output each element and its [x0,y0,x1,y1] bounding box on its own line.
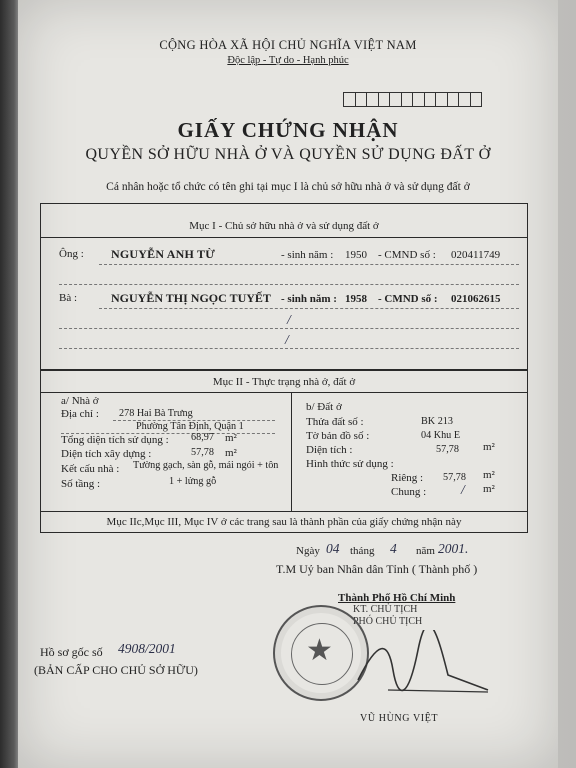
floors-label: Số tầng : [61,478,101,490]
official-seal: ★ [273,605,369,701]
build-area-value: 57,78 [191,447,214,458]
owner1-birth-label: - sinh năm : [281,249,334,261]
motto: Độc lập - Tự do - Hạnh phúc [227,55,349,66]
owner1-name: NGUYỄN ANH TỪ [111,247,215,261]
land-area-value: 57,78 [436,444,459,455]
owner2-birth: 1958 [345,293,367,305]
filing-label: Hồ sơ gốc số [40,645,103,659]
structure-value: Tường gạch, sàn gỗ, mái ngói + tôn [133,460,279,471]
note-text: Mục IIc,Mục III, Mục IV ở các trang sau là thành phần của giấy chứng nhận này [106,516,462,528]
structure-label: Kết cấu nhà : [61,463,120,475]
date-day-label: Ngày [296,545,320,557]
land-area-unit: m² [483,441,495,453]
authority-line: T.M Uỷ ban Nhân dân Tỉnh ( Thành phố ) [276,562,478,576]
kt-chairman: KT. CHỦ TỊCH [353,604,418,615]
date-month-label: tháng [350,545,375,557]
total-area-value: 68,97 [191,432,214,443]
private-unit: m² [483,469,495,481]
section-owner-box [40,203,528,371]
vice-chairman: PHÓ CHỦ TỊCH [353,616,423,627]
map-value: 04 Khu E [421,430,461,441]
address-label: Địa chỉ : [61,408,99,420]
copy-note: (BẢN CẤP CHO CHỦ SỞ HỮU) [34,663,198,677]
date-year-label: năm [416,545,435,557]
build-area-label: Diện tích xây dựng : [61,448,152,460]
blank-mark-2: / [285,332,289,347]
section-owner-heading: Mục I - Chủ sở hữu nhà ở và sử dụng đất ở [189,220,379,232]
plot-value: BK 213 [421,416,453,427]
blank-mark-1: / [287,312,291,327]
shared-label: Chung : [391,486,427,498]
owner1-prefix: Ông : [59,248,84,260]
map-label: Tờ bản đồ số : [306,430,370,442]
owner1-id: 020411749 [451,249,501,261]
country-header: CỘNG HÒA XÃ HỘI CHỦ NGHĨA VIỆT NAM [159,38,417,52]
address-line2: Phường Tân Định, Quận 1 [136,421,244,432]
usage-label: Hình thức sử dụng : [306,458,394,470]
section-property-box [40,369,528,533]
shared-unit: m² [483,483,495,495]
signer-name: VŨ HÙNG VIỆT [360,713,439,724]
date-month: 4 [390,541,397,556]
land-area-label: Diện tích : [306,444,353,456]
floors-value: 1 + lửng gỗ [169,476,217,487]
house-label: a/ Nhà ở [61,395,99,407]
shared-value: / [461,482,465,497]
land-label: b/ Đất ở [306,401,342,413]
plot-label: Thửa đất số : [306,416,364,428]
document-title: GIẤY CHỨNG NHẬN [177,118,399,142]
build-area-unit: m² [225,447,237,459]
total-area-label: Tổng diện tích sử dụng : [61,434,169,446]
address-line1: 278 Hai Bà Trưng [119,408,193,419]
private-value: 57,78 [443,472,466,483]
owner2-id: 021062615 [451,293,501,305]
date-year: 2001. [438,541,469,556]
owner2-name: NGUYỄN THỊ NGỌC TUYẾT [111,291,271,305]
serial-number-box [343,92,482,107]
filing-number: 4908/2001 [118,641,176,656]
date-day: 04 [326,541,340,556]
owner2-prefix: Bà : [59,292,78,304]
owner2-birth-label: - sinh năm : [281,293,337,305]
intro-text: Cá nhân hoặc tổ chức có tên ghi tại mục I là chủ sở hữu nhà ở và sử dụng đất ở [106,181,470,193]
certificate-page [18,0,558,768]
owner1-birth: 1950 [345,249,367,261]
total-area-unit: m² [225,432,237,444]
document-subtitle: QUYỀN SỞ HỮU NHÀ Ở VÀ QUYỀN SỬ DỤNG ĐẤT Ở [85,146,491,163]
private-label: Riêng : [391,472,424,484]
owner1-id-label: - CMND số : [378,249,436,261]
city-name: Thành Phố Hồ Chí Minh [338,592,456,604]
signature [348,630,498,700]
section-property-heading: Mục II - Thực trạng nhà ở, đất ở [212,376,356,388]
owner2-id-label: - CMND số : [378,293,438,305]
